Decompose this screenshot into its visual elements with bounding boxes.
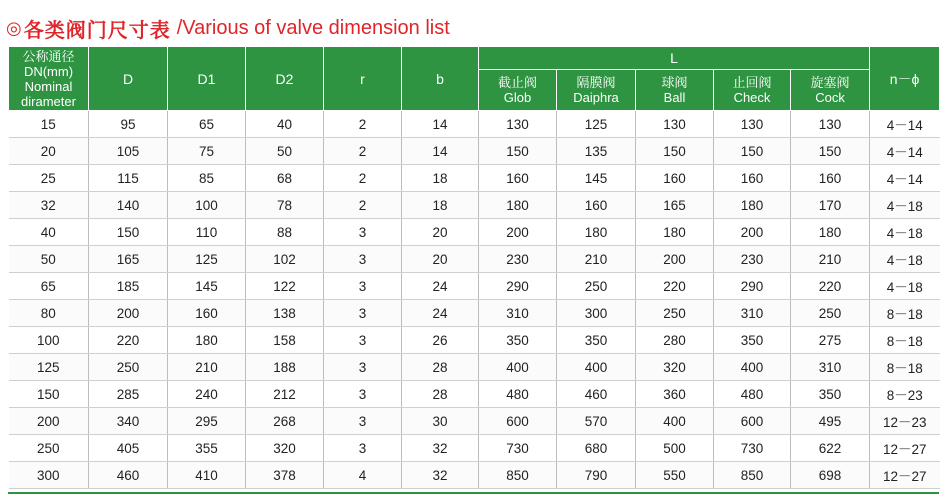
header-ball: 球阀 Ball — [636, 70, 714, 111]
cell-daiphra: 125 — [557, 111, 636, 138]
cell-d1: 65 — [168, 111, 246, 138]
cell-ball: 320 — [636, 354, 714, 381]
cell-glob: 310 — [479, 300, 557, 327]
cell-ball: 250 — [636, 300, 714, 327]
cell-ball: 220 — [636, 273, 714, 300]
cell-check: 480 — [714, 381, 791, 408]
cell-d1: 100 — [168, 192, 246, 219]
cell-glob: 290 — [479, 273, 557, 300]
table-body — [9, 111, 940, 489]
cell-b: 20 — [402, 219, 479, 246]
cell-ball: 550 — [636, 462, 714, 489]
cell-dn: 40 — [9, 219, 89, 246]
cell-dn: 150 — [9, 381, 89, 408]
cell-glob: 400 — [479, 354, 557, 381]
cell-d2: 102 — [246, 246, 324, 273]
cell-d: 95 — [89, 111, 168, 138]
cell-d2: 188 — [246, 354, 324, 381]
cell-check: 200 — [714, 219, 791, 246]
cell-r: 3 — [324, 327, 402, 354]
cell-d2: 212 — [246, 381, 324, 408]
cell-n-phi: 4－18 — [870, 273, 940, 300]
cell-check: 350 — [714, 327, 791, 354]
cell-r: 3 — [324, 219, 402, 246]
cell-glob: 350 — [479, 327, 557, 354]
cell-dn: 125 — [9, 354, 89, 381]
header-row — [9, 47, 940, 70]
cell-cock: 170 — [791, 192, 870, 219]
cell-d2: 78 — [246, 192, 324, 219]
cell-daiphra: 135 — [557, 138, 636, 165]
cell-glob: 200 — [479, 219, 557, 246]
cell-daiphra: 160 — [557, 192, 636, 219]
cell-n-phi: 8－18 — [870, 327, 940, 354]
cell-r: 3 — [324, 354, 402, 381]
cell-d1: 145 — [168, 273, 246, 300]
cell-d1: 355 — [168, 435, 246, 462]
cell-d1: 295 — [168, 408, 246, 435]
cell-n-phi: 8－18 — [870, 354, 940, 381]
cell-daiphra: 145 — [557, 165, 636, 192]
header-d1: D1 — [168, 47, 246, 111]
cell-d1: 210 — [168, 354, 246, 381]
cell-check: 850 — [714, 462, 791, 489]
cell-d: 200 — [89, 300, 168, 327]
cell-cock: 275 — [791, 327, 870, 354]
cell-check: 130 — [714, 111, 791, 138]
cell-dn: 100 — [9, 327, 89, 354]
table-row — [9, 462, 940, 489]
cell-n-phi: 12－23 — [870, 408, 940, 435]
cell-d: 460 — [89, 462, 168, 489]
cell-d2: 68 — [246, 165, 324, 192]
cell-ball: 500 — [636, 435, 714, 462]
cell-cock: 130 — [791, 111, 870, 138]
cell-r: 3 — [324, 300, 402, 327]
cell-cock: 210 — [791, 246, 870, 273]
table-row — [9, 192, 940, 219]
cell-cock: 180 — [791, 219, 870, 246]
cell-ball: 360 — [636, 381, 714, 408]
cell-glob: 150 — [479, 138, 557, 165]
cell-daiphra: 400 — [557, 354, 636, 381]
cell-d: 285 — [89, 381, 168, 408]
cell-glob: 480 — [479, 381, 557, 408]
cell-r: 3 — [324, 246, 402, 273]
cell-dn: 250 — [9, 435, 89, 462]
header-b: b — [402, 47, 479, 111]
cell-d2: 268 — [246, 408, 324, 435]
cell-glob: 850 — [479, 462, 557, 489]
cell-check: 180 — [714, 192, 791, 219]
header-nominal-diameter: 公称通径 DN(mm) Nominal dirameter — [9, 47, 89, 111]
cell-dn: 15 — [9, 111, 89, 138]
cell-check: 290 — [714, 273, 791, 300]
cell-cock: 250 — [791, 300, 870, 327]
cell-dn: 50 — [9, 246, 89, 273]
cell-d: 115 — [89, 165, 168, 192]
cell-r: 2 — [324, 111, 402, 138]
cell-glob: 600 — [479, 408, 557, 435]
cell-n-phi: 4－14 — [870, 138, 940, 165]
cell-d1: 160 — [168, 300, 246, 327]
cell-d1: 180 — [168, 327, 246, 354]
cell-d2: 50 — [246, 138, 324, 165]
header-n-phi: n－ϕ — [870, 47, 940, 111]
cell-ball: 280 — [636, 327, 714, 354]
table-row — [9, 111, 940, 138]
cell-cock: 495 — [791, 408, 870, 435]
cell-d2: 138 — [246, 300, 324, 327]
cell-r: 3 — [324, 408, 402, 435]
cell-r: 2 — [324, 138, 402, 165]
cell-d2: 378 — [246, 462, 324, 489]
cell-cock: 350 — [791, 381, 870, 408]
cell-glob: 730 — [479, 435, 557, 462]
table-row — [9, 219, 940, 246]
cell-r: 2 — [324, 165, 402, 192]
header-cock: 旋塞阀 Cock — [791, 70, 870, 111]
cell-daiphra: 570 — [557, 408, 636, 435]
cell-n-phi: 12－27 — [870, 435, 940, 462]
cell-n-phi: 12－27 — [870, 462, 940, 489]
page-title — [6, 14, 450, 42]
cell-d1: 410 — [168, 462, 246, 489]
cell-d2: 320 — [246, 435, 324, 462]
cell-d: 250 — [89, 354, 168, 381]
cell-b: 18 — [402, 165, 479, 192]
cell-d: 405 — [89, 435, 168, 462]
header-d: D — [89, 47, 168, 111]
header-daiphra: 隔膜阀 Daiphra — [557, 70, 636, 111]
title-chinese: 各类阀门尺寸表 — [23, 17, 171, 42]
cell-cock: 622 — [791, 435, 870, 462]
cell-d1: 110 — [168, 219, 246, 246]
cell-check: 600 — [714, 408, 791, 435]
title-english: /Various of valve dimension list — [176, 16, 450, 39]
cell-n-phi: 8－23 — [870, 381, 940, 408]
cell-b: 14 — [402, 138, 479, 165]
cell-daiphra: 210 — [557, 246, 636, 273]
cell-d2: 88 — [246, 219, 324, 246]
cell-cock: 310 — [791, 354, 870, 381]
table-row — [9, 354, 940, 381]
cell-b: 28 — [402, 354, 479, 381]
cell-b: 18 — [402, 192, 479, 219]
cell-daiphra: 680 — [557, 435, 636, 462]
cell-r: 4 — [324, 462, 402, 489]
cell-n-phi: 4－18 — [870, 192, 940, 219]
cell-b: 30 — [402, 408, 479, 435]
cell-n-phi: 4－14 — [870, 165, 940, 192]
cell-check: 230 — [714, 246, 791, 273]
cell-glob: 130 — [479, 111, 557, 138]
cell-d: 165 — [89, 246, 168, 273]
cell-dn: 32 — [9, 192, 89, 219]
cell-daiphra: 300 — [557, 300, 636, 327]
cell-n-phi: 4－18 — [870, 246, 940, 273]
cell-check: 160 — [714, 165, 791, 192]
cell-r: 3 — [324, 273, 402, 300]
cell-b: 26 — [402, 327, 479, 354]
cell-d1: 85 — [168, 165, 246, 192]
cell-d2: 40 — [246, 111, 324, 138]
cell-ball: 150 — [636, 138, 714, 165]
valve-dimension-table — [8, 46, 940, 489]
cell-dn: 80 — [9, 300, 89, 327]
cell-r: 3 — [324, 435, 402, 462]
cell-d1: 125 — [168, 246, 246, 273]
cell-daiphra: 180 — [557, 219, 636, 246]
cell-ball: 165 — [636, 192, 714, 219]
cell-r: 3 — [324, 381, 402, 408]
cell-ball: 160 — [636, 165, 714, 192]
cell-d: 185 — [89, 273, 168, 300]
table-row — [9, 381, 940, 408]
cell-cock: 698 — [791, 462, 870, 489]
cell-check: 400 — [714, 354, 791, 381]
table-row — [9, 165, 940, 192]
header-l-group: L — [479, 47, 870, 70]
cell-d: 140 — [89, 192, 168, 219]
cell-n-phi: 8－18 — [870, 300, 940, 327]
cell-d2: 122 — [246, 273, 324, 300]
cell-d: 150 — [89, 219, 168, 246]
cell-check: 730 — [714, 435, 791, 462]
cell-d2: 158 — [246, 327, 324, 354]
cell-ball: 200 — [636, 246, 714, 273]
cell-daiphra: 350 — [557, 327, 636, 354]
cell-b: 32 — [402, 462, 479, 489]
cell-b: 14 — [402, 111, 479, 138]
cell-n-phi: 4－14 — [870, 111, 940, 138]
cell-d: 340 — [89, 408, 168, 435]
table-bottom-border — [8, 492, 939, 494]
cell-glob: 180 — [479, 192, 557, 219]
cell-glob: 160 — [479, 165, 557, 192]
cell-daiphra: 460 — [557, 381, 636, 408]
cell-dn: 65 — [9, 273, 89, 300]
cell-d: 220 — [89, 327, 168, 354]
cell-cock: 150 — [791, 138, 870, 165]
header-d2: D2 — [246, 47, 324, 111]
cell-cock: 220 — [791, 273, 870, 300]
cell-b: 28 — [402, 381, 479, 408]
cell-daiphra: 790 — [557, 462, 636, 489]
cell-b: 32 — [402, 435, 479, 462]
table-row — [9, 300, 940, 327]
table-row — [9, 408, 940, 435]
cell-b: 24 — [402, 300, 479, 327]
cell-d: 105 — [89, 138, 168, 165]
cell-dn: 25 — [9, 165, 89, 192]
cell-glob: 230 — [479, 246, 557, 273]
cell-dn: 20 — [9, 138, 89, 165]
table-row — [9, 246, 940, 273]
cell-cock: 160 — [791, 165, 870, 192]
header-check: 止回阀 Check — [714, 70, 791, 111]
table-row — [9, 435, 940, 462]
cell-check: 150 — [714, 138, 791, 165]
cell-b: 24 — [402, 273, 479, 300]
cell-ball: 400 — [636, 408, 714, 435]
header-glob: 截止阀 Glob — [479, 70, 557, 111]
cell-daiphra: 250 — [557, 273, 636, 300]
table-row — [9, 273, 940, 300]
cell-d1: 240 — [168, 381, 246, 408]
cell-dn: 300 — [9, 462, 89, 489]
cell-d1: 75 — [168, 138, 246, 165]
cell-ball: 130 — [636, 111, 714, 138]
cell-n-phi: 4－18 — [870, 219, 940, 246]
table-row — [9, 327, 940, 354]
header-r: r — [324, 47, 402, 111]
cell-ball: 180 — [636, 219, 714, 246]
table-row — [9, 138, 940, 165]
cell-r: 2 — [324, 192, 402, 219]
circle-bullet-icon: ◎ — [6, 17, 22, 39]
cell-check: 310 — [714, 300, 791, 327]
cell-dn: 200 — [9, 408, 89, 435]
cell-b: 20 — [402, 246, 479, 273]
